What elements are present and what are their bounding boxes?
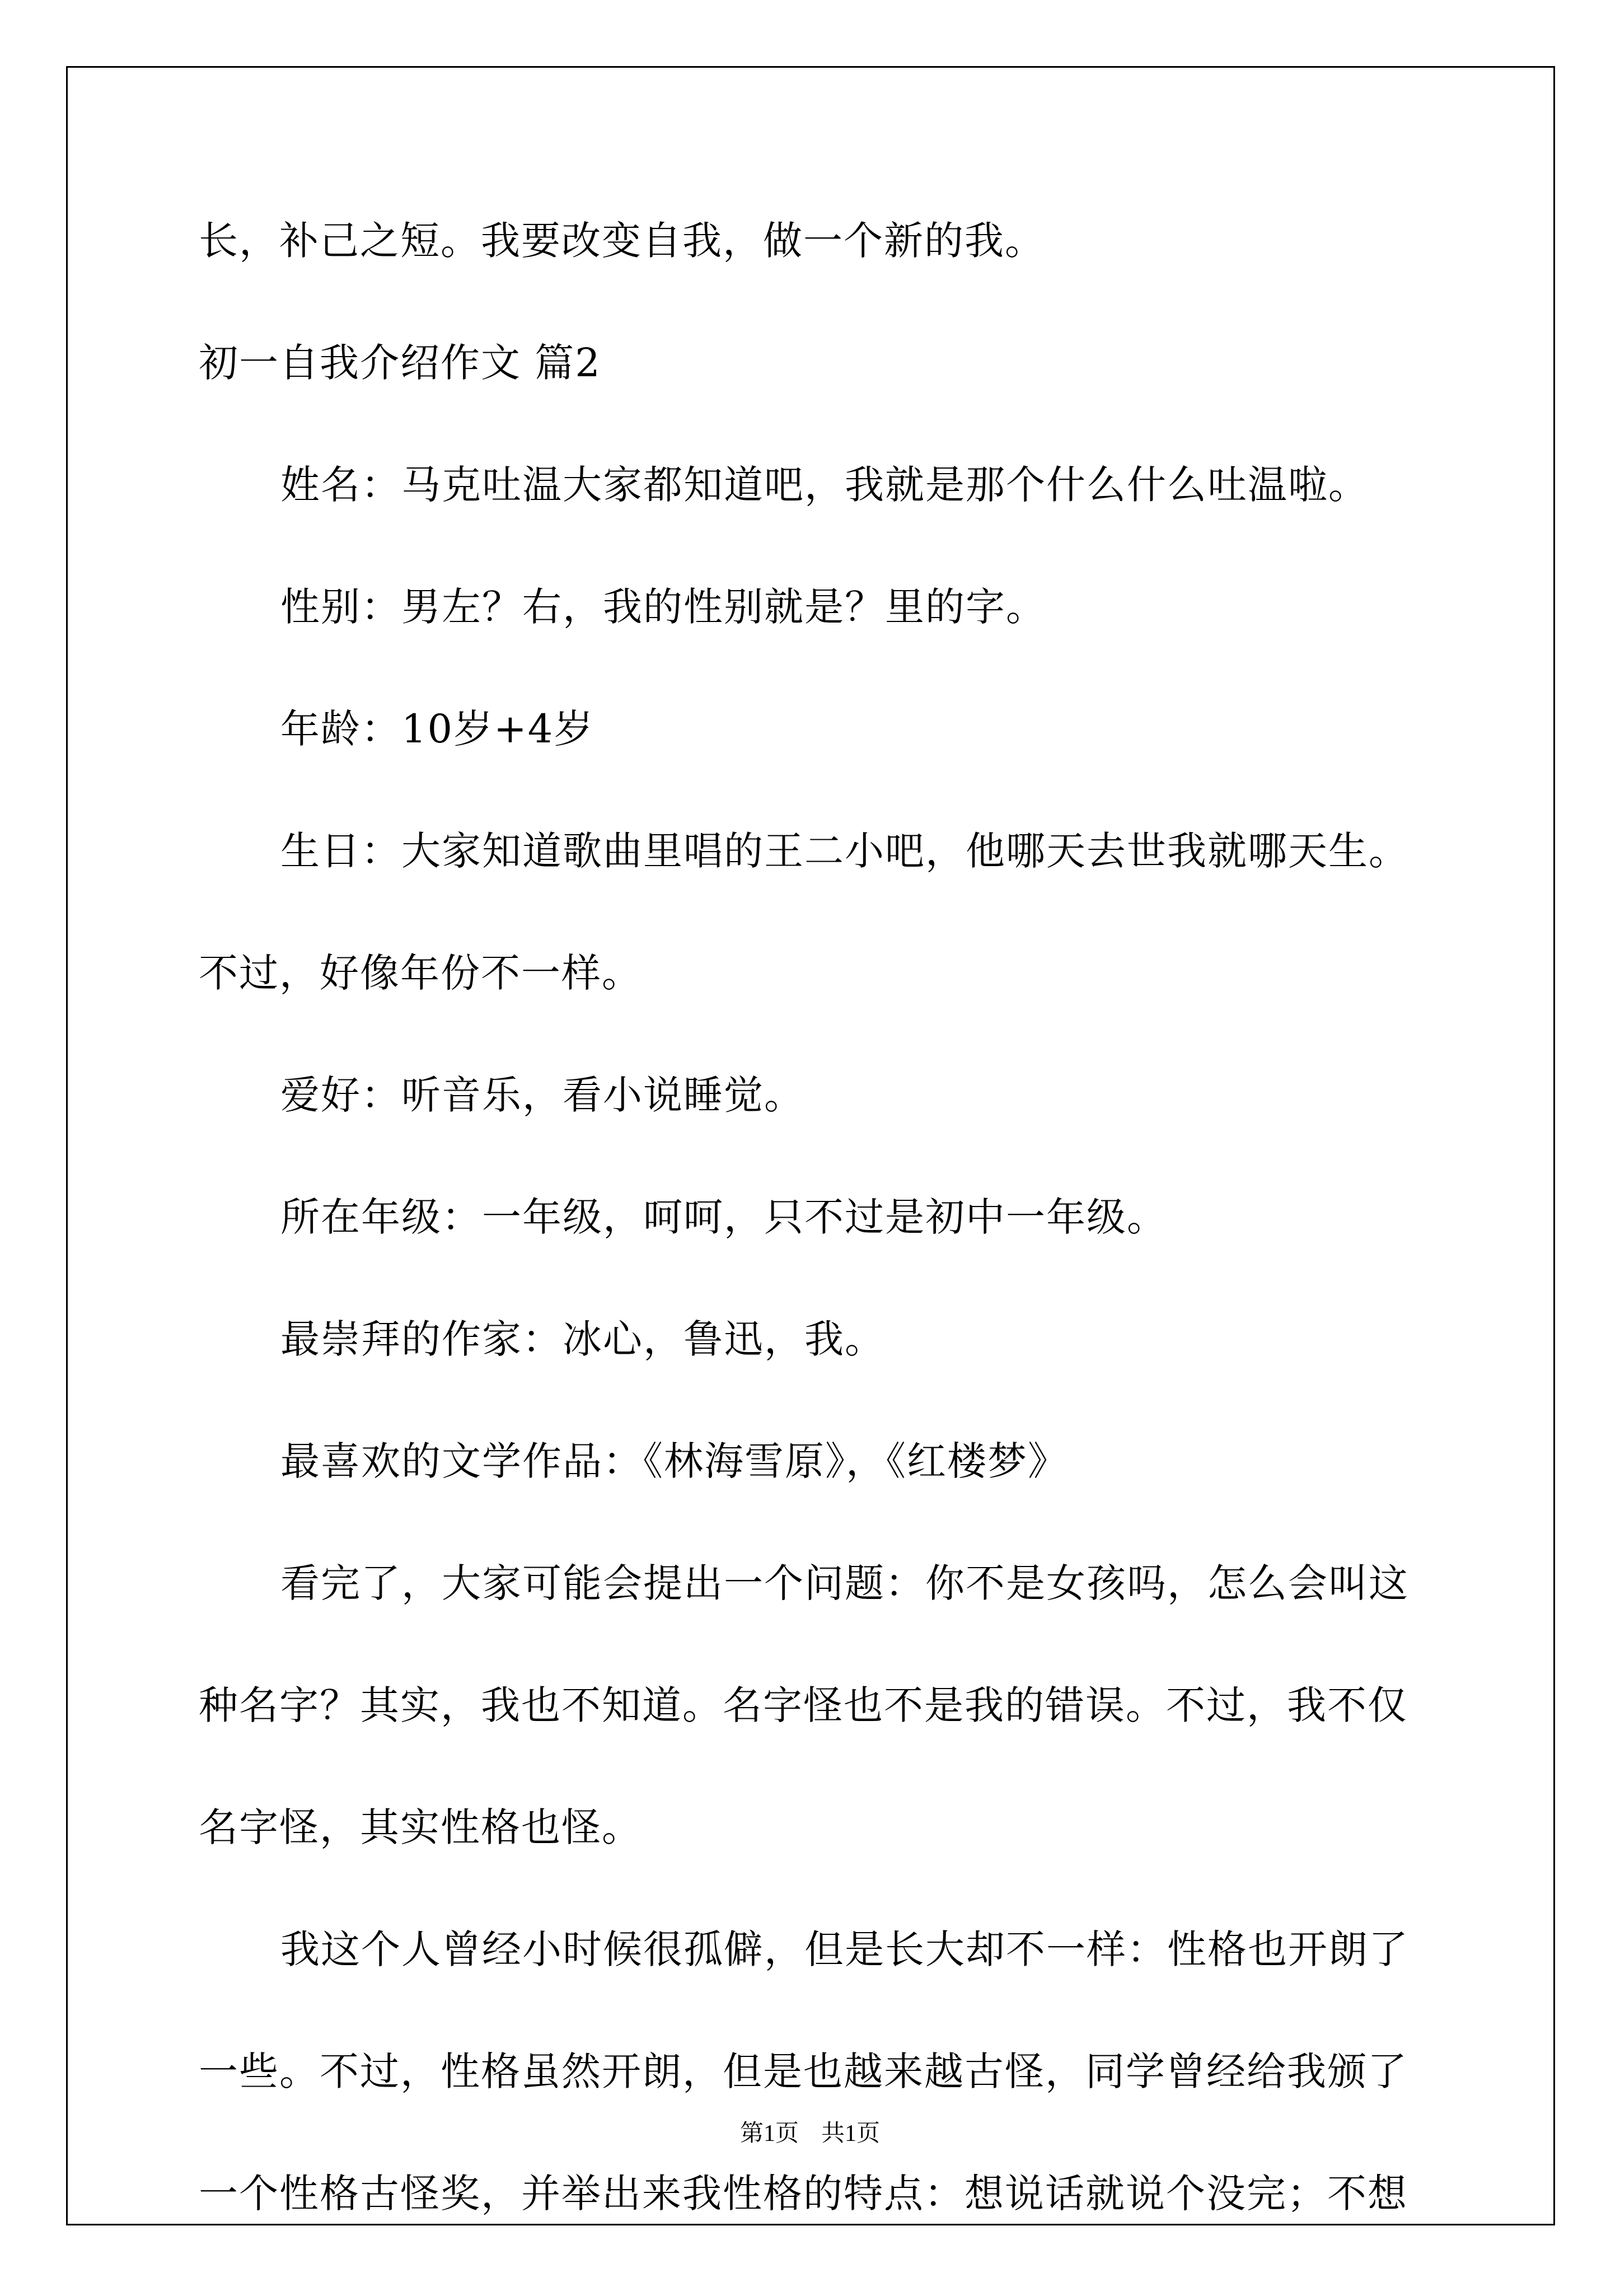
text-line: 名字怪，其实性格也怪。 <box>199 1804 642 1850</box>
section-heading: 初一自我介绍作文 篇2 <box>199 340 601 386</box>
text-line: 所在年级：一年级，呵呵，只不过是初中一年级。 <box>280 1194 1167 1240</box>
text-line: 最崇拜的作家：冰心，鲁迅，我。 <box>280 1316 885 1362</box>
text-line: 我这个人曾经小时候很孤僻，但是长大却不一样：性格也开朗了 <box>280 1926 1409 1972</box>
text-line: 性别：男左？右，我的性别就是？里的字。 <box>280 584 1046 630</box>
text-line: 姓名：马克吐温大家都知道吧，我就是那个什么什么吐温啦。 <box>280 462 1369 508</box>
page-total: 共1页 <box>821 2121 881 2147</box>
text-line: 一些。不过，性格虽然开朗，但是也越来越古怪，同学曾经给我颁了 <box>199 2049 1408 2094</box>
page-footer <box>0 2122 1620 2145</box>
text-line: 生日：大家知道歌曲里唱的王二小吧，他哪天去世我就哪天生。 <box>280 828 1409 874</box>
text-line: 最喜欢的文学作品：《林海雪原》，《红楼梦》 <box>280 1438 1068 1484</box>
text-line: 看完了，大家可能会提出一个问题：你不是女孩吗，怎么会叫这 <box>280 1560 1409 1606</box>
text-line: 一个性格古怪奖，并举出来我性格的特点：想说话就说个没完；不想 <box>199 2171 1408 2216</box>
text-line: 种名字？其实，我也不知道。名字怪也不是我的错误。不过，我不仅 <box>199 1682 1408 1728</box>
document-body <box>199 218 1447 2296</box>
text-line: 爱好：听音乐，看小说睡觉。 <box>280 1072 804 1118</box>
text-line: 不过，好像年份不一样。 <box>199 950 642 996</box>
text-line: 年龄：10岁+4岁 <box>280 706 594 752</box>
text-line: 长，补己之短。我要改变自我，做一个新的我。 <box>199 218 1045 264</box>
page-number: 第1页 <box>739 2121 799 2147</box>
